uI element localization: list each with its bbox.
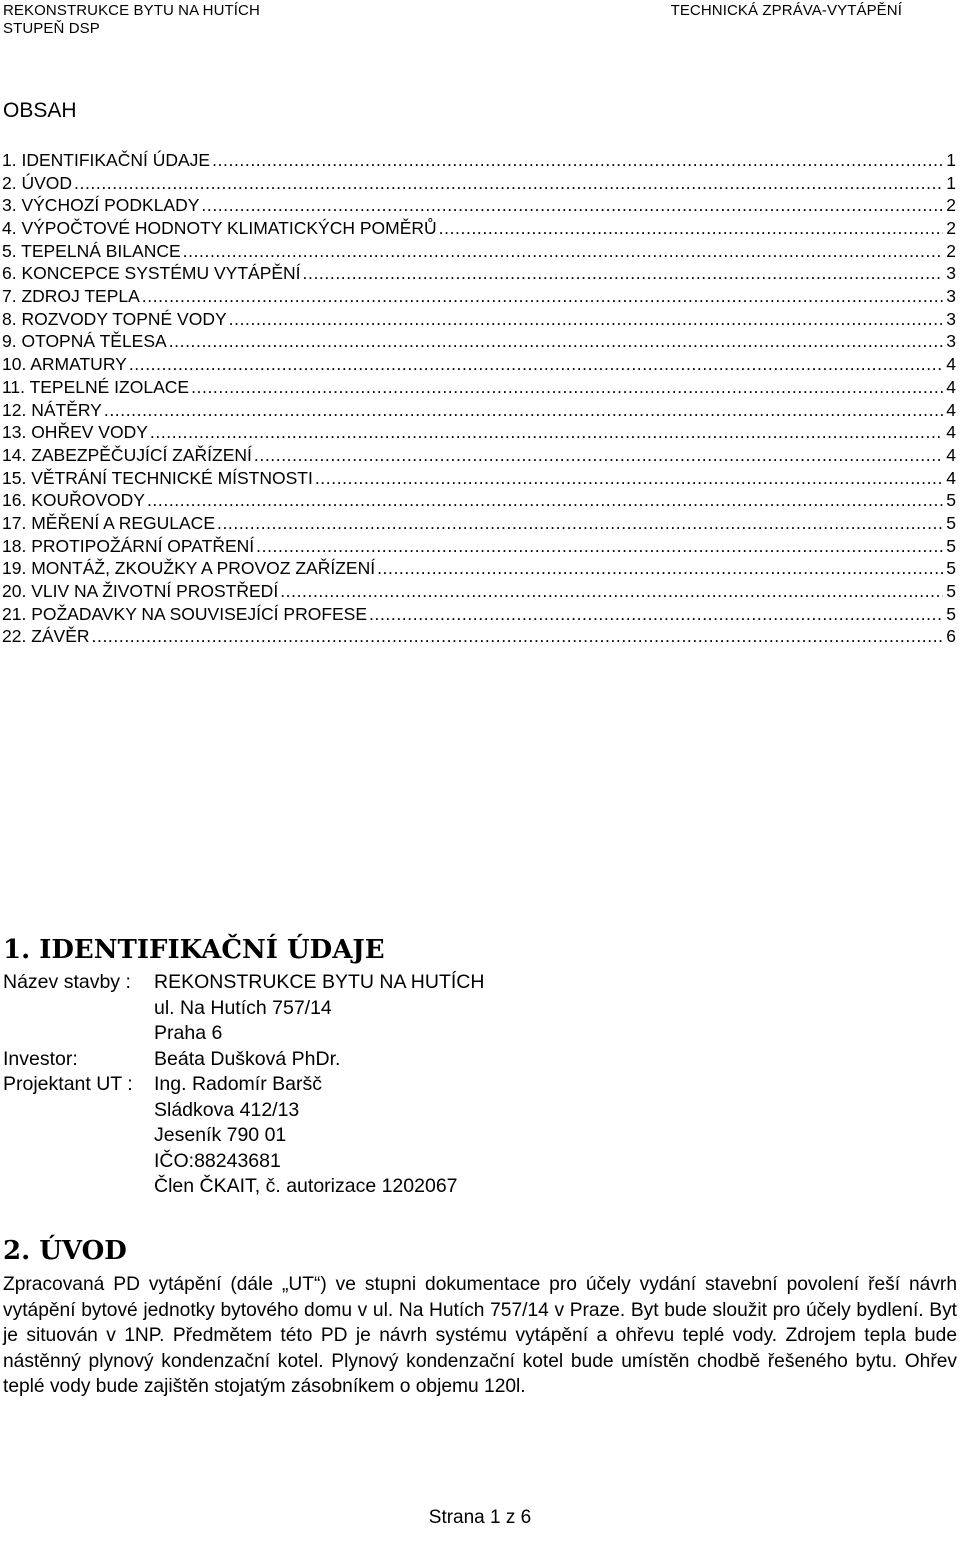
- toc-item-label: 16. KOUŘOVODY: [2, 490, 145, 511]
- toc-leader-dots: [212, 149, 943, 172]
- toc-item[interactable]: [2, 557, 956, 580]
- toc-item[interactable]: [2, 285, 956, 308]
- toc-leader-dots: [217, 512, 943, 535]
- toc-leader-dots: [315, 467, 943, 490]
- toc-item-label: 12. NÁTĚRY: [2, 399, 102, 420]
- toc-item-label: 13. OHŘEV VODY: [2, 422, 148, 443]
- toc-item-page: 5: [946, 558, 956, 579]
- header-left: [3, 2, 260, 38]
- toc-item-page: 5: [946, 535, 956, 556]
- toc-item-page: 6: [946, 626, 956, 647]
- toc-item[interactable]: [2, 172, 956, 195]
- toc-item[interactable]: [2, 262, 956, 285]
- toc-item-label: 18. PROTIPOŽÁRNÍ OPATŘENÍ: [2, 535, 255, 556]
- toc-leader-dots: [229, 308, 944, 331]
- toc-item-label: 15. VĚTRÁNÍ TECHNICKÉ MÍSTNOSTI: [2, 467, 313, 488]
- toc-item-label: 22. ZÁVĚR: [2, 626, 90, 647]
- identification-row: [3, 1047, 484, 1073]
- toc-item-page: 5: [946, 581, 956, 602]
- toc-item-page: 3: [946, 331, 956, 352]
- toc-item-page: 1: [946, 149, 956, 170]
- identification-row: [3, 996, 484, 1022]
- identification-row: [3, 1174, 484, 1200]
- toc-leader-dots: [169, 330, 944, 353]
- toc-item-page: 3: [946, 263, 956, 284]
- toc-leader-dots: [150, 421, 943, 444]
- toc-leader-dots: [201, 194, 943, 217]
- identification-row: [3, 1098, 484, 1124]
- toc-item-label: 1. IDENTIFIKAČNÍ ÚDAJE: [2, 149, 211, 170]
- toc-leader-dots: [183, 240, 944, 263]
- identification-row: [3, 1072, 484, 1098]
- table-of-contents: [2, 149, 956, 648]
- toc-leader-dots: [104, 399, 943, 422]
- toc-item[interactable]: [2, 376, 956, 399]
- toc-item-label: 11. TEPELNÉ IZOLACE: [2, 376, 190, 397]
- toc-leader-dots: [191, 376, 943, 399]
- toc-item-label: 17. MĚŘENÍ A REGULACE: [2, 512, 215, 533]
- toc-item-page: 5: [946, 512, 956, 533]
- toc-leader-dots: [369, 603, 943, 626]
- toc-item-page: 3: [946, 308, 956, 329]
- toc-item-page: 4: [946, 422, 956, 443]
- toc-item-page: 4: [946, 354, 956, 375]
- identification-value: Beáta Dušková PhDr.: [154, 1047, 341, 1070]
- toc-item-page: 4: [946, 444, 956, 465]
- toc-item[interactable]: [2, 331, 956, 354]
- toc-item-label: 7. ZDROJ TEPLA: [2, 286, 140, 307]
- identification-label: [3, 1021, 154, 1047]
- identification-value: Jeseník 790 01: [154, 1124, 287, 1146]
- identification-label: [3, 1174, 154, 1200]
- identification-label: [3, 1149, 154, 1175]
- identification-value: Sládkova 412/13: [154, 1098, 300, 1121]
- toc-item-label: 4. VÝPOČTOVÉ HODNOTY KLIMATICKÝCH POMĚRŮ: [2, 218, 437, 239]
- toc-leader-dots: [92, 625, 944, 648]
- identification-label-text: Projektant UT: [3, 1073, 122, 1095]
- identification-value: Praha 6: [154, 1022, 223, 1044]
- identification-label: [3, 970, 154, 996]
- identification-label: [3, 1098, 154, 1124]
- toc-item-label: 21. POŽADAVKY NA SOUVISEJÍCÍ PROFESE: [2, 603, 368, 624]
- identification-separator: :: [121, 1073, 139, 1095]
- toc-item-page: 2: [946, 218, 956, 239]
- toc-item-label: 14. ZABEZPĚČUJÍCÍ ZAŘÍZENÍ: [2, 444, 252, 465]
- toc-item-page: 2: [946, 240, 956, 261]
- section-2-heading: 2. ÚVOD: [3, 1236, 127, 1266]
- toc-item[interactable]: [2, 444, 956, 467]
- toc-item-page: 2: [946, 195, 956, 216]
- toc-title: OBSAH: [3, 99, 77, 122]
- introduction-paragraph: Zpracovaná PD vytápění (dále „UT“) ve stupni dokumentace pro účely vydání stavební povolení řeší návrh vytápění bytové jednotky bytového domu v ul. Na Hutích 757/14 v Praze. Byt bude sloužit pro účely bydlení. Byt je situován v 1NP. Předmětem této PD je návrh systému vytápění a ohřevu teplé vody. Zdrojem tepla bude nástěnný plynový kondenzační kotel. Plynový kondenzační kotel bude umístěn chodbě řešeného bytu. Ohřev teplé vody bude zajištěn stojatým zásobníkem o objemu 120l.: [3, 1274, 957, 1398]
- identification-row: [3, 1123, 484, 1149]
- toc-item[interactable]: [2, 353, 956, 376]
- toc-item[interactable]: [2, 194, 956, 217]
- toc-item[interactable]: [2, 149, 956, 172]
- toc-item-label: 3. VÝCHOZÍ PODKLADY: [2, 195, 200, 216]
- toc-item[interactable]: [2, 217, 956, 240]
- toc-item-label: 6. KONCEPCE SYSTÉMU VYTÁPĚNÍ: [2, 263, 301, 284]
- toc-item-page: 5: [946, 490, 956, 511]
- toc-item-label: 5. TEPELNÁ BILANCE: [2, 240, 181, 261]
- toc-item-label: 9. OTOPNÁ TĚLESA: [2, 331, 167, 352]
- toc-item-page: 1: [946, 172, 956, 193]
- toc-leader-dots: [439, 217, 944, 240]
- identification-label: [3, 996, 154, 1022]
- toc-item-page: 5: [946, 603, 956, 624]
- toc-item[interactable]: [2, 308, 956, 331]
- toc-leader-dots: [256, 535, 943, 558]
- toc-item[interactable]: [2, 603, 956, 626]
- toc-item-label: 8. ROZVODY TOPNÉ VODY: [2, 308, 227, 329]
- toc-item[interactable]: [2, 535, 956, 558]
- toc-item-page: 3: [946, 286, 956, 307]
- identification-separator: :: [120, 971, 137, 993]
- identification-row: [3, 1149, 484, 1175]
- toc-item[interactable]: [2, 580, 956, 603]
- header-document-title: TECHNICKÁ ZPRÁVA-VYTÁPĚNÍ: [670, 2, 902, 19]
- toc-leader-dots: [147, 489, 943, 512]
- identification-value: IČO:88243681: [154, 1149, 281, 1172]
- toc-leader-dots: [129, 353, 943, 376]
- identification-value: Člen ČKAIT, č. autorizace 1202067: [154, 1175, 458, 1197]
- identification-row: [3, 1021, 484, 1047]
- toc-item[interactable]: [2, 399, 956, 422]
- identification-label-text: Investor:: [3, 1047, 78, 1070]
- identification-label-text: Název stavby: [3, 971, 121, 993]
- toc-item-page: 4: [946, 376, 956, 397]
- toc-leader-dots: [142, 285, 943, 308]
- page-number: Strana 1 z 6: [428, 1507, 532, 1528]
- toc-item[interactable]: [2, 489, 956, 512]
- toc-leader-dots: [303, 262, 944, 285]
- identification-value: Ing. Radomír Baršč: [154, 1073, 322, 1095]
- toc-item-label: 10. ARMATURY: [2, 354, 127, 375]
- identification-value: ul. Na Hutích 757/14: [154, 996, 332, 1019]
- section-1-heading: 1. IDENTIFIKAČNÍ ÚDAJE: [3, 935, 385, 965]
- toc-leader-dots: [280, 580, 943, 603]
- identification-block: [3, 970, 484, 1200]
- toc-item-label: 20. VLIV NA ŽIVOTNÍ PROSTŘEDÍ: [2, 581, 279, 602]
- toc-leader-dots: [377, 557, 943, 580]
- identification-value: REKONSTRUKCE BYTU NA HUTÍCH: [154, 971, 485, 993]
- toc-item[interactable]: [2, 512, 956, 535]
- toc-leader-dots: [254, 444, 943, 467]
- toc-item[interactable]: [2, 421, 956, 444]
- toc-item[interactable]: [2, 467, 956, 490]
- header-project-title: REKONSTRUKCE BYTU NA HUTÍCH: [3, 2, 260, 19]
- toc-item[interactable]: [2, 625, 956, 648]
- identification-label: [3, 1047, 154, 1073]
- identification-row: [3, 970, 484, 996]
- identification-label: [3, 1123, 154, 1149]
- toc-item-label: 2. ÚVOD: [2, 172, 73, 193]
- toc-item[interactable]: [2, 240, 956, 263]
- toc-item-label: 19. MONTÁŽ, ZKOUŽKY A PROVOZ ZAŘÍZENÍ: [2, 558, 376, 579]
- toc-item-page: 4: [946, 399, 956, 420]
- toc-item-page: 4: [946, 467, 956, 488]
- toc-leader-dots: [74, 172, 943, 195]
- identification-label: [3, 1072, 154, 1098]
- header-stage: STUPEŇ DSP: [3, 20, 100, 37]
